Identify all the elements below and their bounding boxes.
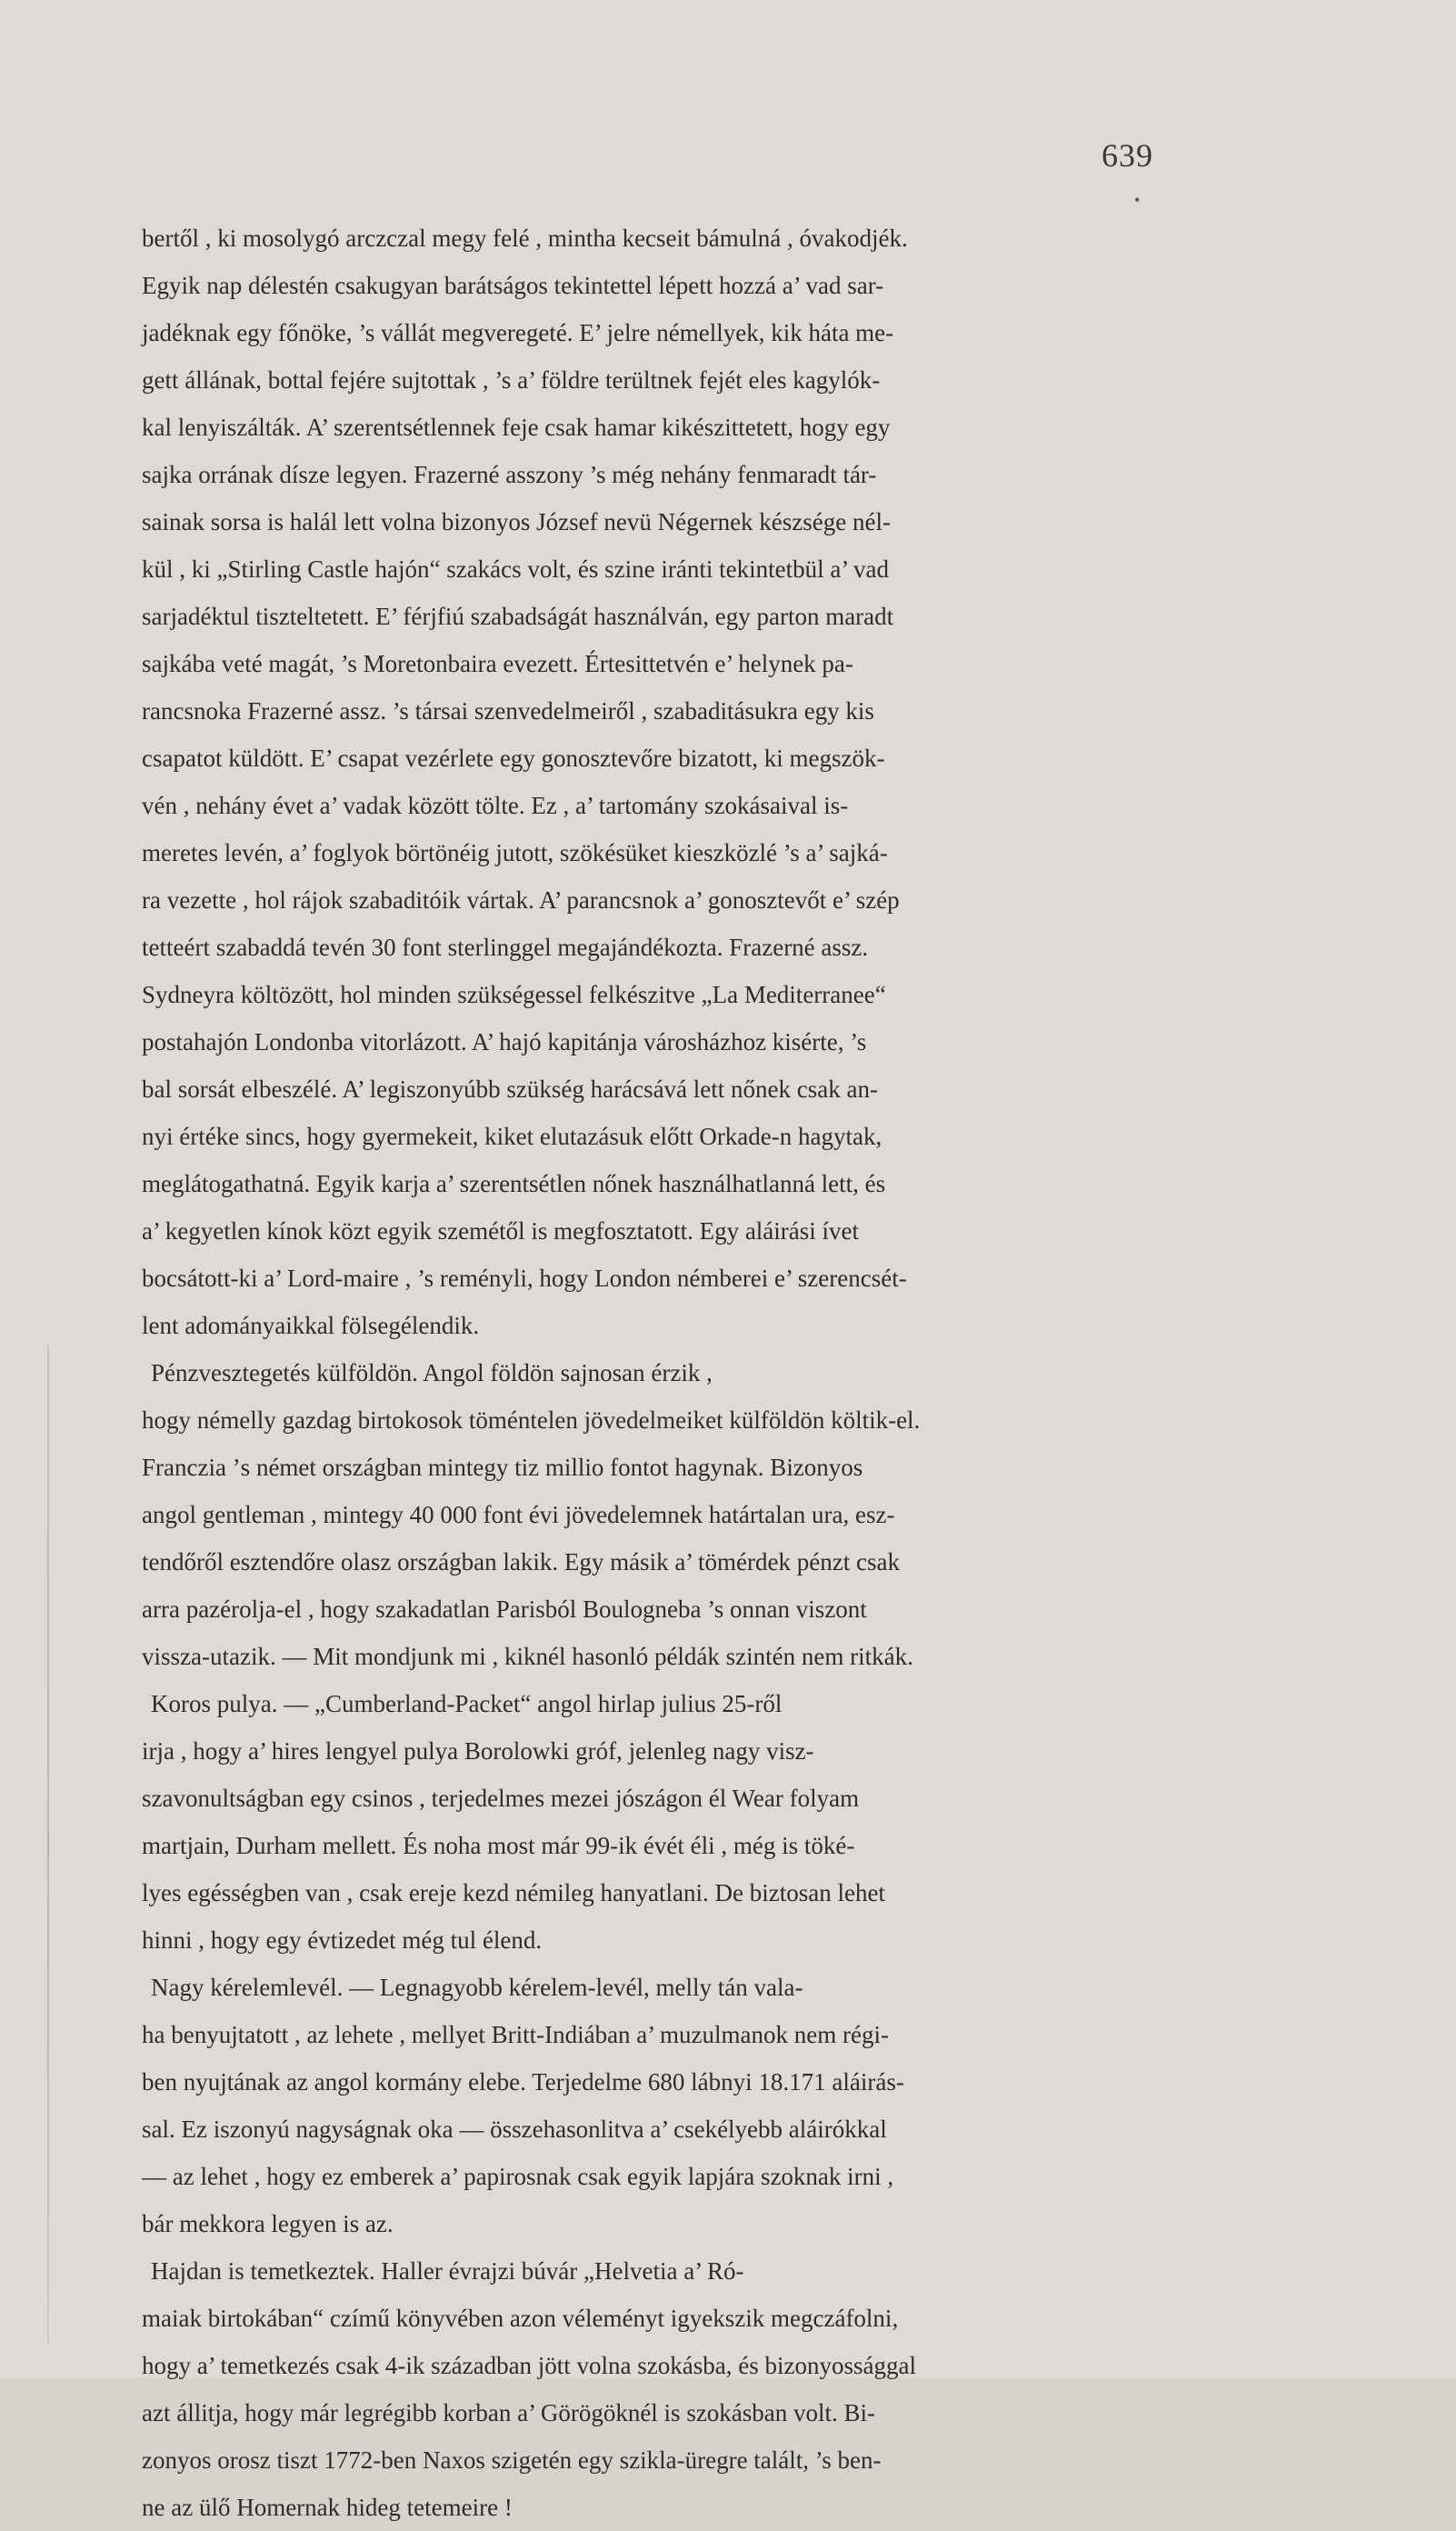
text-line: ha benyujtatott , az lehete , mellyet Britt-Indiában a’ muzulmanok nem régi- <box>142 2021 889 2048</box>
body-text <box>142 215 1194 2531</box>
text-line: zonyos orosz tiszt 1772-ben Naxos szigetén egy szikla-üregre talált, ’s ben- <box>142 2446 882 2474</box>
text-line: vén , nehány évet a’ vadak között tölte. Ez , a’ tartomány szokásaival is- <box>142 792 849 819</box>
text-line: vissza-utazik. — Mit mondjunk mi , kiknél hasonló példák szintén nem ritkák. <box>142 1643 913 1670</box>
text-line: hogy némelly gazdag birtokosok töméntelen jövedelmeiket külföldön költik-el. <box>142 1406 921 1434</box>
text-line: ne az ülő Homernak hideg tetemeire ! <box>142 2494 513 2521</box>
page-fold-shadow <box>47 1346 49 2346</box>
text-line: sajkába veté magát, ’s Moretonbaira evezett. Értesittetvén e’ helynek pa- <box>142 650 853 677</box>
text-line: a’ kegyetlen kínok közt egyik szemétől is megfosztatott. Egy aláirási ívet <box>142 1217 860 1245</box>
text-line: lent adományaikkal fölsegélendik. <box>142 1312 480 1339</box>
text-line: bal sorsát elbeszélé. A’ legiszonyúbb szükség harácsává lett nőnek csak an- <box>142 1075 878 1103</box>
text-line: Francziа ’s német országban mintegy tiz millio fontot hagynak. Bizonyos <box>142 1454 863 1481</box>
text-line: Sydneyra költözött, hol minden szükségessel felkészitve „La Mediterranee“ <box>142 981 886 1008</box>
text-line: maiak birtokában“ czímű könyvében azon véleményt igyekszik megczáfolni, <box>142 2305 899 2332</box>
text-line: tetteért szabaddá tevén 30 font sterlinggel megajándékozta. Frazerné assz. <box>142 934 869 961</box>
text-line: hogy a’ temetkezés csak 4-ik században jött volna szokásba, és bizonyossággal <box>142 2352 916 2379</box>
page-number: 639 <box>1102 137 1153 174</box>
text-line: kül , ki „Stirling Castle hajón“ szakács volt, és szine iránti tekintetbül a’ vad <box>142 555 890 583</box>
text-line: csapatot küldött. E’ csapat vezérlete egy gonosztevőre bizatott, ki megszök- <box>142 745 885 772</box>
text-line: sajka orrának dísze legyen. Frazerné asszony ’s még nehány fenmaradt tár- <box>142 461 877 488</box>
text-line: ra vezette , hol rájok szabaditóik vártak. A’ parancsnok a’ gonosztevőt e’ szép <box>142 886 900 914</box>
text-line: bár mekkora legyen is az. <box>142 2210 394 2237</box>
printer-mark: • <box>1134 191 1141 209</box>
text-line: sal. Ez iszonyú nagyságnak oka — összehasonlitva a’ csekélyebb aláirókkal <box>142 2116 887 2143</box>
text-line: irja , hogy a’ hires lengyel pulya Borolowki gróf, jelenleg nagy visz- <box>142 1737 814 1765</box>
text-line: azt állitja, hogy már legrégibb korban a’ Görögöknél is szokásban volt. Bi- <box>142 2399 876 2426</box>
text-line: kal lenyiszálták. A’ szerentsétlennek feje csak hamar kikészittetett, hogy egy <box>142 414 891 441</box>
text-line: postahajón Londonba vitorlázott. A’ hajó kapitánja városházhoz kisérte, ’s <box>142 1028 867 1055</box>
text-line: martjain, Durham mellett. És noha most már 99-ik évét éli , még is töké- <box>142 1832 855 1859</box>
text-line: hinni , hogy egy évtizedet még tul élend. <box>142 1926 543 1954</box>
text-line: jadéknak egy főnöke, ’s vállát megveregeté. E’ jelre némellyek, kik háta me- <box>142 319 894 346</box>
text-line: ben nyujtának az angol kormány elebe. Terjedelme 680 lábnyi 18.171 aláirás- <box>142 2068 904 2096</box>
section-heading-line: Pénzvesztegetés külföldön. Angol földön sajnosan érzik , <box>151 1359 713 1386</box>
text-line: — az lehet , hogy ez emberek a’ papirosnak csak egyik lapjára szoknak irni , <box>142 2163 894 2190</box>
text-line: bocsátott-ki a’ Lord-maire , ’s reményli, hogy London némberei e’ szerencsét- <box>142 1265 907 1292</box>
text-line: lyes egésségben van , csak ereje kezd némileg hanyatlani. De biztosan lehet <box>142 1879 885 1906</box>
text-line: Egyik nap délestén csakugyan barátságos tekintettel lépett hozzá a’ vad sar- <box>142 272 884 299</box>
text-line: meglátogathatná. Egyik karja a’ szerentsétlen nőnek használhatlanná lett, és <box>142 1170 886 1197</box>
text-line: rancsnoka Frazerné assz. ’s társai szenvedelmeiről , szabaditásukra egy kis <box>142 697 874 725</box>
section-heading-line: Hajdan is temetkeztek. Haller évrajzi búvár „Helvetia a’ Ró- <box>151 2257 744 2285</box>
text-line: bertől , ki mosolygó arczczal megy felé , mintha kecseit bámulná , óvakodjék. <box>142 225 908 252</box>
text-line: nyi értéke sincs, hogy gyermekeit, kiket elutazásuk előtt Orkade-n hagytak, <box>142 1123 883 1150</box>
text-line: gett állának, bottal fejére sujtottak , ’s a’ földre terültnek fejét eles kagylók- <box>142 366 881 394</box>
section-heading-line: Koros pulya. — „Cumberland-Packet“ angol hirlap julius 25-ről <box>151 1690 783 1717</box>
text-line: meretes levén, a’ foglyok börtönéig jutott, szökésüket kieszközlé ’s a’ sajká- <box>142 839 888 866</box>
text-line: sarjadéktul tiszteltetett. E’ férjfiú szabadságát használván, egy parton maradt <box>142 603 894 630</box>
text-line: tendőről esztendőre olasz országban lakik. Egy másik a’ tömérdek pénzt csak <box>142 1548 900 1576</box>
section-heading-line: Nagy kérelemlevél. — Legnagyobb kérelem-levél, melly tán vala- <box>151 1974 803 2001</box>
text-line: angol gentleman , mintegy 40 000 font évi jövedelemnek határtalan ura, esz- <box>142 1501 895 1528</box>
text-line: sainak sorsa is halál lett volna bizonyos József nevü Négernek készsége nél- <box>142 508 891 535</box>
text-line: arra pazérolja-el , hogy szakadatlan Parisból Boulogneba ’s onnan viszont <box>142 1596 867 1623</box>
text-line: szavonultságban egy csinos , terjedelmes mezei jószágon él Wear folyam <box>142 1785 860 1812</box>
